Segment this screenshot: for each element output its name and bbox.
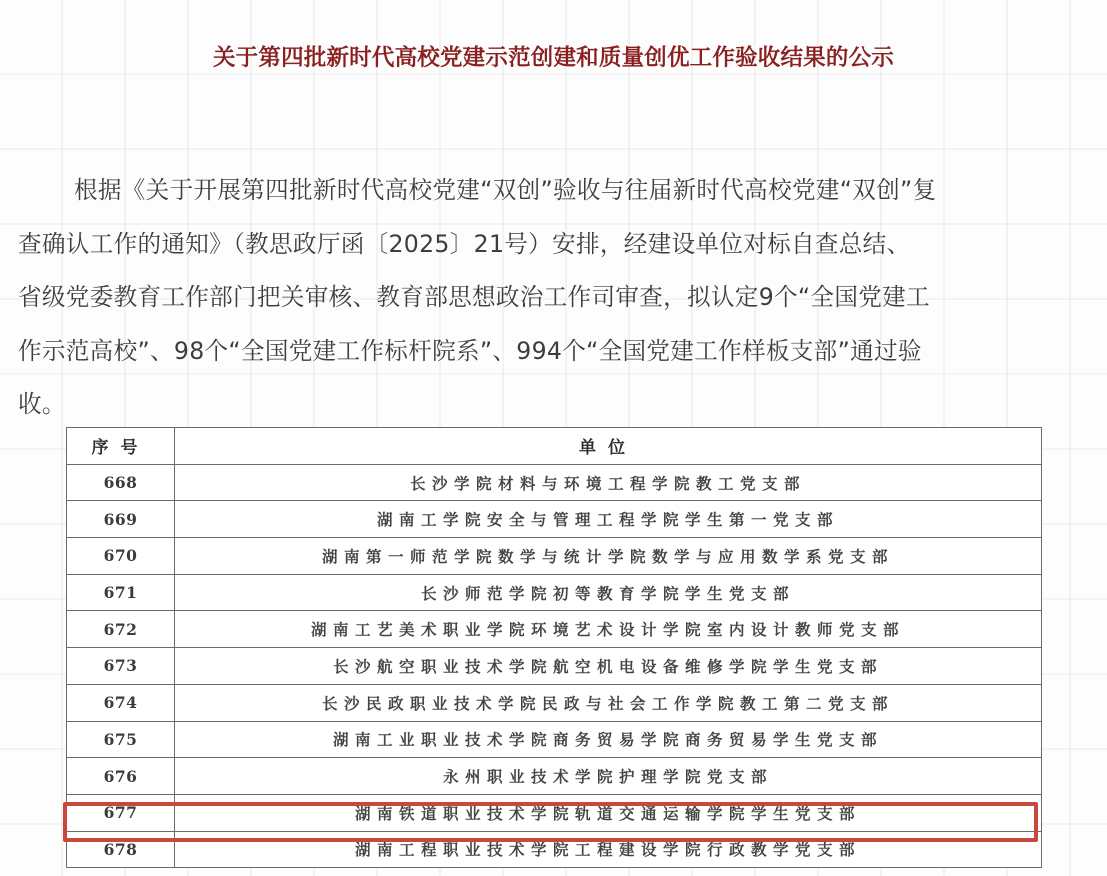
- announcement-paragraph: [18, 164, 1098, 432]
- row-number: 670: [67, 538, 175, 575]
- row-number: 671: [67, 574, 175, 611]
- table-row: [67, 648, 1042, 685]
- header-serial-number: 序号: [67, 428, 175, 465]
- table-row: [67, 831, 1042, 868]
- table-row: [67, 758, 1042, 795]
- paragraph-line-4: 作示范高校”、98个“全国党建工作标杆院系”、994个“全国党建工作样板支部”通过验: [18, 336, 922, 365]
- paragraph-line-3: 省级党委教育工作部门把关审核、教育部思想政治工作司审查，拟认定9个“全国党建工: [18, 283, 930, 311]
- table-header-row: [67, 428, 1042, 465]
- row-unit: 永州职业技术学院护理学院党支部: [175, 758, 1042, 795]
- row-number: 678: [67, 831, 175, 868]
- table-row: [67, 684, 1042, 721]
- row-number: 672: [67, 611, 175, 648]
- table-row: [67, 721, 1042, 758]
- table-row: [67, 538, 1042, 575]
- paragraph-line-2: 查确认工作的通知》（教思政厅函〔2025〕21号）安排，经建设单位对标自查总结、: [18, 229, 911, 258]
- table-row: [67, 464, 1042, 501]
- table-row: [67, 574, 1042, 611]
- row-number: 674: [67, 684, 175, 721]
- table-row: [67, 501, 1042, 538]
- row-number: 668: [67, 464, 175, 501]
- row-unit: 长沙航空职业技术学院航空机电设备维修学院学生党支部: [175, 648, 1042, 685]
- paragraph-line-1: 根据《关于开展第四批新时代高校党建“双创”验收与往届新时代高校党建“双创”复: [74, 176, 937, 204]
- table-row-highlighted: [67, 794, 1042, 831]
- results-table: [66, 427, 1042, 868]
- row-unit: 湖南工艺美术职业学院环境艺术设计学院室内设计教师党支部: [175, 611, 1042, 648]
- paragraph-line-5: 收。: [18, 390, 66, 418]
- header-unit: 单位: [175, 428, 1042, 465]
- row-unit: 湖南工业职业技术学院商务贸易学院商务贸易学生党支部: [175, 721, 1042, 758]
- row-number: 676: [67, 758, 175, 795]
- row-unit: 长沙学院材料与环境工程学院教工党支部: [175, 464, 1042, 501]
- document-title: 关于第四批新时代高校党建示范创建和质量创优工作验收结果的公示: [212, 45, 894, 71]
- row-number: 675: [67, 721, 175, 758]
- row-number: 673: [67, 648, 175, 685]
- row-unit: 长沙师范学院初等教育学院学生党支部: [175, 574, 1042, 611]
- row-number: 677: [67, 794, 175, 831]
- row-unit: 长沙民政职业技术学院民政与社会工作学院教工第二党支部: [175, 684, 1042, 721]
- row-unit: 湖南铁道职业技术学院轨道交通运输学院学生党支部: [175, 794, 1042, 831]
- row-number: 669: [67, 501, 175, 538]
- row-unit: 湖南第一师范学院数学与统计学院数学与应用数学系党支部: [175, 538, 1042, 575]
- table-row: [67, 611, 1042, 648]
- row-unit: 湖南工程职业技术学院工程建设学院行政教学党支部: [175, 831, 1042, 868]
- row-unit: 湖南工学院安全与管理工程学院学生第一党支部: [175, 501, 1042, 538]
